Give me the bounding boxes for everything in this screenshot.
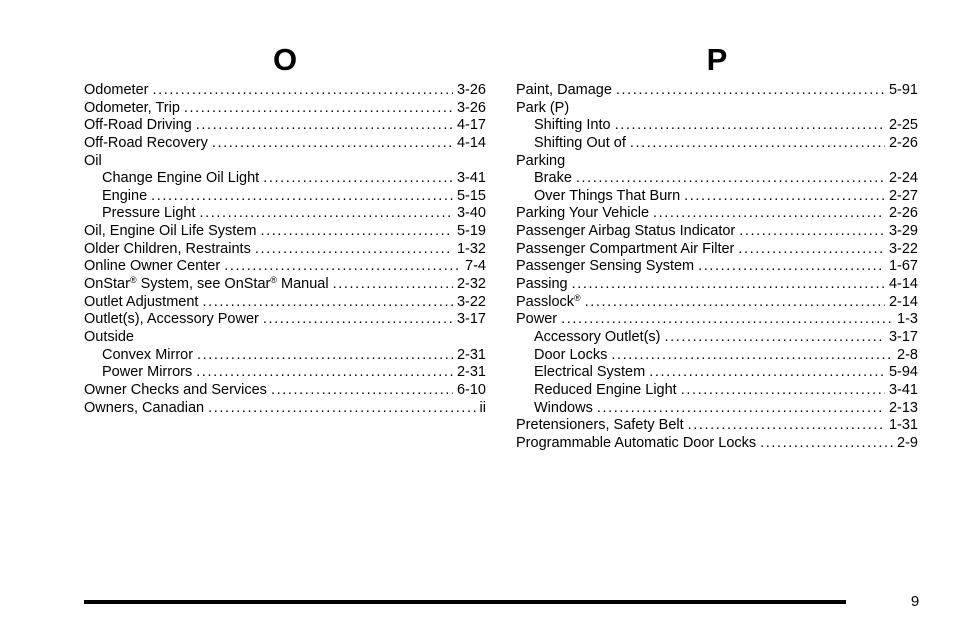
leader-dots [152, 82, 452, 100]
leader-dots [333, 276, 453, 294]
index-entry [84, 153, 486, 171]
entry-page-number: 3-26 [456, 82, 486, 98]
entry-label: Older Children, Restraints [84, 240, 251, 257]
entry-page-number: 3-17 [456, 311, 486, 328]
index-entry [516, 435, 918, 453]
leader-dots [196, 364, 453, 382]
entry-label: Power [516, 311, 558, 328]
entry-label: Pressure Light [102, 205, 196, 222]
leader-dots [212, 135, 453, 153]
index-subentry [84, 205, 486, 223]
entry-label: Door Locks [534, 346, 608, 363]
entry-page-number: 2-31 [456, 364, 486, 381]
entry-page-number: 3-22 [456, 293, 486, 310]
index-subentry [516, 117, 918, 135]
leader-dots [255, 241, 453, 259]
index-entry [516, 294, 918, 312]
entry-page-number: 3-41 [888, 381, 918, 398]
leader-dots [561, 311, 893, 329]
entry-page-number: 3-29 [888, 223, 918, 240]
entry-label: Brake [534, 170, 572, 187]
leader-dots [688, 417, 885, 435]
entry-page-number: 3-17 [888, 328, 918, 345]
leader-dots [208, 400, 475, 418]
entry-page-number: 2-14 [888, 293, 918, 310]
entry-page-number: 2-26 [888, 205, 918, 222]
index-entry [84, 276, 486, 294]
leader-dots [576, 170, 885, 188]
index-subentry [516, 347, 918, 365]
entry-page-number: 2-31 [456, 346, 486, 363]
index-entry [516, 100, 918, 118]
entry-label: Passing [516, 276, 568, 293]
entry-label: OnStar® System, see OnStar® Manual [84, 276, 329, 293]
entry-page-number: 5-19 [456, 223, 486, 240]
index-subentry [516, 188, 918, 206]
leader-dots [665, 329, 885, 347]
index-subentry [516, 400, 918, 418]
leader-dots [611, 347, 893, 365]
index-entry [516, 276, 918, 294]
entry-page-number: 5-94 [888, 364, 918, 381]
leader-dots [184, 100, 453, 118]
entry-page-number: 3-40 [456, 205, 486, 222]
entry-label: Owner Checks and Services [84, 381, 267, 398]
leader-dots [151, 188, 453, 206]
entry-label: Online Owner Center [84, 258, 221, 275]
leader-dots [684, 188, 885, 206]
index-entry [84, 329, 486, 347]
leader-dots [615, 117, 885, 135]
index-column-o [84, 40, 486, 417]
leader-dots [260, 223, 453, 241]
entry-label: Over Things That Burn [534, 187, 681, 204]
index-entry [516, 241, 918, 259]
entry-page-number: 4-14 [456, 134, 486, 151]
entry-page-number: 5-15 [456, 187, 486, 204]
leader-dots [649, 364, 885, 382]
leader-dots [263, 311, 453, 329]
leader-dots [572, 276, 885, 294]
entry-label: Oil [84, 152, 102, 169]
section-letter-p: P [706, 42, 728, 77]
entry-label: Park (P) [516, 99, 570, 116]
index-entry [84, 241, 486, 259]
index-entry [516, 258, 918, 276]
index-entry [516, 417, 918, 435]
entry-label: Paint, Damage [516, 82, 612, 98]
entry-label: Programmable Automatic Door Locks [516, 434, 757, 451]
index-entry [516, 311, 918, 329]
entry-page-number: 4-17 [456, 117, 486, 134]
entry-page-number: 1-31 [888, 417, 918, 434]
leader-dots [202, 294, 453, 312]
leader-dots [681, 382, 885, 400]
entry-page-number: 2-8 [897, 346, 918, 363]
footer-rule [84, 600, 846, 604]
index-entry-list-p [516, 82, 918, 452]
leader-dots [760, 435, 893, 453]
leader-dots [739, 223, 885, 241]
leader-dots [263, 170, 453, 188]
entry-page-number: 5-91 [888, 82, 918, 98]
index-subentry [516, 135, 918, 153]
entry-label: Passlock® [516, 293, 581, 310]
entry-page-number: 3-22 [888, 240, 918, 257]
index-entry [516, 205, 918, 223]
leader-dots [597, 400, 885, 418]
entry-page-number: 4-14 [888, 276, 918, 293]
entry-page-number: 1-67 [888, 258, 918, 275]
index-subentry [84, 170, 486, 188]
index-column-p [516, 40, 918, 452]
entry-label: Parking [516, 152, 566, 169]
entry-label: Reduced Engine Light [534, 381, 677, 398]
entry-label: Power Mirrors [102, 364, 193, 381]
entry-label: Pretensioners, Safety Belt [516, 417, 684, 434]
index-subentry [516, 329, 918, 347]
leader-dots [224, 258, 461, 276]
entry-page-number: 2-24 [888, 170, 918, 187]
page-number: 9 [910, 593, 920, 610]
entry-label: Passenger Airbag Status Indicator [516, 223, 736, 240]
leader-dots [196, 117, 453, 135]
entry-label: Engine [102, 187, 148, 204]
entry-label: Windows [534, 399, 593, 416]
entry-label: Odometer [84, 82, 149, 98]
index-entry [84, 294, 486, 312]
index-entry [516, 223, 918, 241]
entry-label: Change Engine Oil Light [102, 170, 260, 187]
entry-page-number: 2-13 [888, 399, 918, 416]
entry-page-number: 3-26 [456, 99, 486, 116]
leader-dots [630, 135, 885, 153]
entry-page-number: 7-4 [465, 258, 486, 275]
index-entry [84, 382, 486, 400]
index-entry [84, 117, 486, 135]
entry-label: Odometer, Trip [84, 99, 180, 116]
entry-label: Oil, Engine Oil Life System [84, 223, 257, 240]
entry-page-number: 2-25 [888, 117, 918, 134]
entry-label: Outlet Adjustment [84, 293, 199, 310]
entry-label: Owners, Canadian [84, 399, 205, 416]
entry-page-number: 2-32 [456, 276, 486, 293]
entry-label: Passenger Compartment Air Filter [516, 240, 735, 257]
entry-label: Shifting Into [534, 117, 611, 134]
index-entry [84, 82, 486, 100]
entry-label: Off-Road Recovery [84, 134, 208, 151]
leader-dots [197, 347, 453, 365]
entry-label: Parking Your Vehicle [516, 205, 650, 222]
leader-dots [585, 294, 885, 312]
index-entry [84, 100, 486, 118]
entry-page-number: 1-3 [897, 311, 918, 328]
index-subentry [84, 364, 486, 382]
index-entry [84, 258, 486, 276]
leader-dots [653, 205, 885, 223]
leader-dots [616, 82, 885, 100]
index-entry-list-o [84, 82, 486, 417]
entry-page-number: 2-9 [897, 434, 918, 451]
leader-dots [738, 241, 885, 259]
index-entry [84, 311, 486, 329]
section-letter-o: O [272, 42, 298, 77]
leader-dots [200, 205, 453, 223]
index-subentry [516, 364, 918, 382]
entry-label: Electrical System [534, 364, 646, 381]
leader-dots [271, 382, 453, 400]
index-entry [84, 400, 486, 418]
entry-page-number: 2-27 [888, 187, 918, 204]
entry-label: Passenger Sensing System [516, 258, 695, 275]
index-entry [84, 135, 486, 153]
entry-label: Convex Mirror [102, 346, 194, 363]
entry-label: Accessory Outlet(s) [534, 328, 661, 345]
entry-page-number: 2-26 [888, 134, 918, 151]
entry-label: Outlet(s), Accessory Power [84, 311, 259, 328]
entry-page-number: ii [479, 399, 486, 416]
index-entry [516, 82, 918, 100]
index-subentry [84, 188, 486, 206]
entry-page-number: 6-10 [456, 381, 486, 398]
index-entry [516, 153, 918, 171]
index-subentry [516, 382, 918, 400]
index-subentry [516, 170, 918, 188]
entry-page-number: 3-41 [456, 170, 486, 187]
entry-label: Shifting Out of [534, 134, 626, 151]
entry-label: Off-Road Driving [84, 117, 192, 134]
index-subentry [84, 347, 486, 365]
entry-label: Outside [84, 328, 134, 345]
entry-page-number: 1-32 [456, 240, 486, 257]
index-entry [84, 223, 486, 241]
leader-dots [698, 258, 885, 276]
